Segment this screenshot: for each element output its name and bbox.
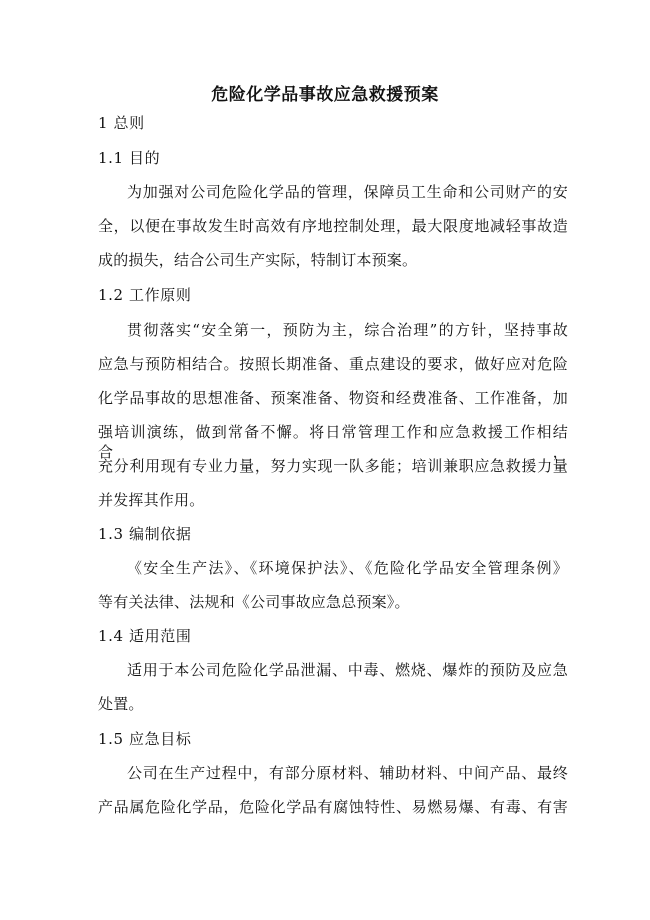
paragraph-line: 并发挥其作用。 (98, 491, 205, 509)
paragraph-line: 《安全生产法》、《环境保护法》、《危险化学品安全管理条例》 (127, 559, 568, 577)
paragraph-line: 适用于本公司危险化学品泄漏、中毒、燃烧、爆炸的预防及应急 (127, 661, 568, 679)
section-heading-1-1: 1.1 目的 (98, 149, 161, 167)
paragraph-line: 充分利用现有专业力量，努力实现一队多能；培训兼职应急救援力量 (98, 457, 568, 475)
paragraph-line: 化学品事故的思想准备、预案准备、物资和经费准备、工作准备，加 (98, 389, 568, 407)
paragraph-line: 处置。 (98, 695, 144, 713)
paragraph-line: 全，以便在事故发生时高效有序地控制处理，最大限度地减轻事故造 (98, 217, 568, 235)
section-heading-1-5: 1.5 应急目标 (98, 730, 192, 748)
section-heading-1-2: 1.2 工作原则 (98, 286, 192, 304)
section-heading-1-4: 1.4 适用范围 (98, 627, 192, 645)
section-heading-1-3: 1.3 编制依据 (98, 525, 192, 543)
paragraph-line: 为加强对公司危险化学品的管理，保障员工生命和公司财产的安 (127, 183, 568, 201)
paragraph-line: 应急与预防相结合。按照长期准备、重点建设的要求，做好应对危险 (98, 355, 568, 373)
paragraph-line: 公司在生产过程中，有部分原材料、辅助材料、中间产品、最终 (127, 764, 568, 782)
paragraph-line: 成的损失，结合公司生产实际，特制订本预案。 (98, 251, 418, 269)
section-heading-1: 1 总则 (98, 114, 145, 132)
paragraph-line: 等有关法律、法规和《公司事故应急总预案》。 (98, 593, 410, 611)
paragraph-line: 强培训演练，做到常备不懈。将日常管理工作和应急救援工作相结合， (98, 423, 568, 461)
paragraph-line: 产品属危险化学品，危险化学品有腐蚀特性、易燃易爆、有毒、有害 (98, 798, 568, 816)
paragraph-line: 贯彻落实“安全第一，预防为主，综合治理”的方针，坚持事故 (127, 321, 568, 339)
document-title: 危险化学品事故应急救援预案 (211, 85, 439, 105)
